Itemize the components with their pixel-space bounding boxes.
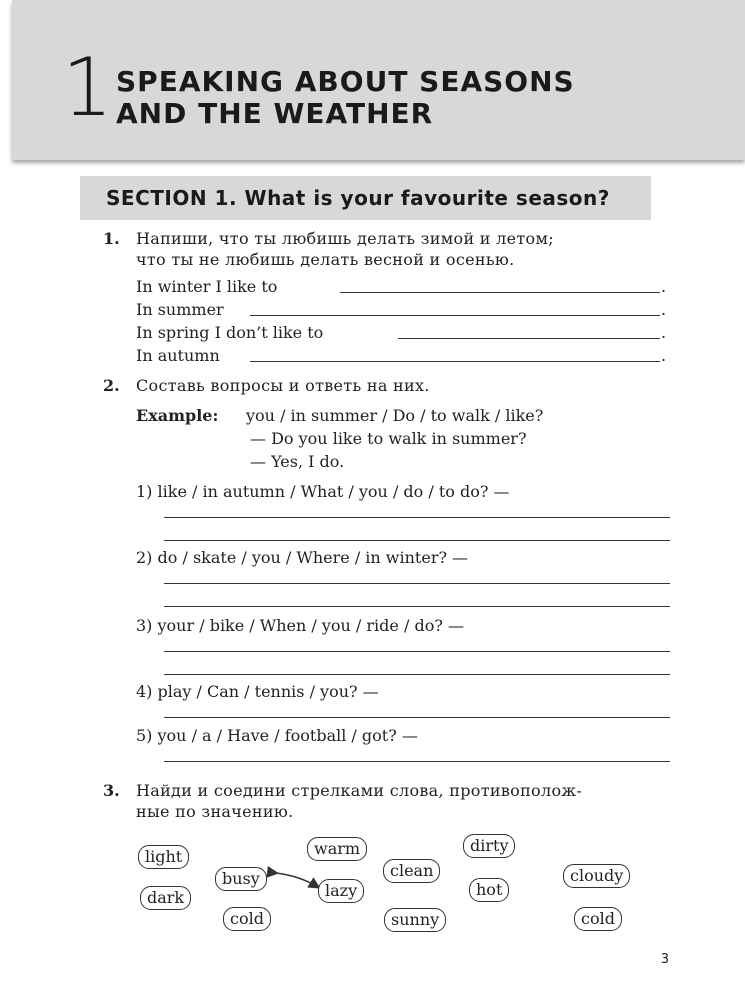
exercise-1-number: 1. [103,229,120,248]
ex1-item-spring: In spring I don’t like to [136,323,324,342]
chapter-title-line2: AND THE WEATHER [116,97,434,130]
ex1-item-winter: In winter I like to [136,277,278,296]
exercise-1-instruction-line2: что ты не любишь делать весной и осенью. [136,250,515,269]
example-label: Example: [136,406,219,425]
word-clean[interactable]: clean [383,859,440,883]
word-dirty[interactable]: dirty [463,834,515,858]
exercise-2-instruction: Составь вопросы и ответь на них. [136,376,430,395]
example-prompt: you / in summer / Do / to walk / like? [246,406,544,425]
word-busy[interactable]: busy [215,867,267,891]
ex2-item-4: 4) play / Can / tennis / you? — [136,682,379,701]
word-dark[interactable]: dark [140,886,191,910]
ex1-period: . [661,300,667,319]
word-light[interactable]: light [138,845,189,869]
ex2-item-2: 2) do / skate / you / Where / in winter? — [136,548,469,567]
ex1-item-summer: In summer [136,300,224,319]
ex2-item-1: 1) like / in autumn / What / you / do / to do? — [136,482,510,501]
ex1-item-autumn: In autumn [136,346,220,365]
exercise-3-number: 3. [103,781,120,800]
exercise-2-number: 2. [103,376,120,395]
chapter-number: 1 [62,41,113,134]
ex1-period: . [661,323,667,342]
page-number: 3 [660,952,669,967]
exercise-1-instruction-line1: Напиши, что ты любишь делать зимой и летом; [136,229,554,248]
chapter-title-line1: SPEAKING ABOUT SEASONS [116,65,575,98]
ex2-item-5: 5) you / a / Have / football / got? — [136,726,418,745]
word-cold-2[interactable]: cold [574,907,622,931]
example-answer: — Yes, I do. [250,452,345,471]
exercise-3-instruction-line1: Найди и соедини стрелками слова, противополож- [136,781,583,800]
example-question: — Do you like to walk in summer? [250,429,527,448]
exercise-3-instruction-line2: ные по значению. [136,802,294,821]
word-warm[interactable]: warm [307,837,367,861]
word-cold[interactable]: cold [223,907,271,931]
section-title: SECTION 1. What is your favourite season? [106,186,610,210]
word-sunny[interactable]: sunny [384,908,446,932]
word-lazy[interactable]: lazy [318,879,364,903]
ex2-item-3: 3) your / bike / When / you / ride / do? — [136,616,464,635]
ex1-period: . [661,277,667,296]
ex1-period: . [661,346,667,365]
word-cloudy[interactable]: cloudy [563,864,630,888]
word-hot[interactable]: hot [469,878,509,902]
